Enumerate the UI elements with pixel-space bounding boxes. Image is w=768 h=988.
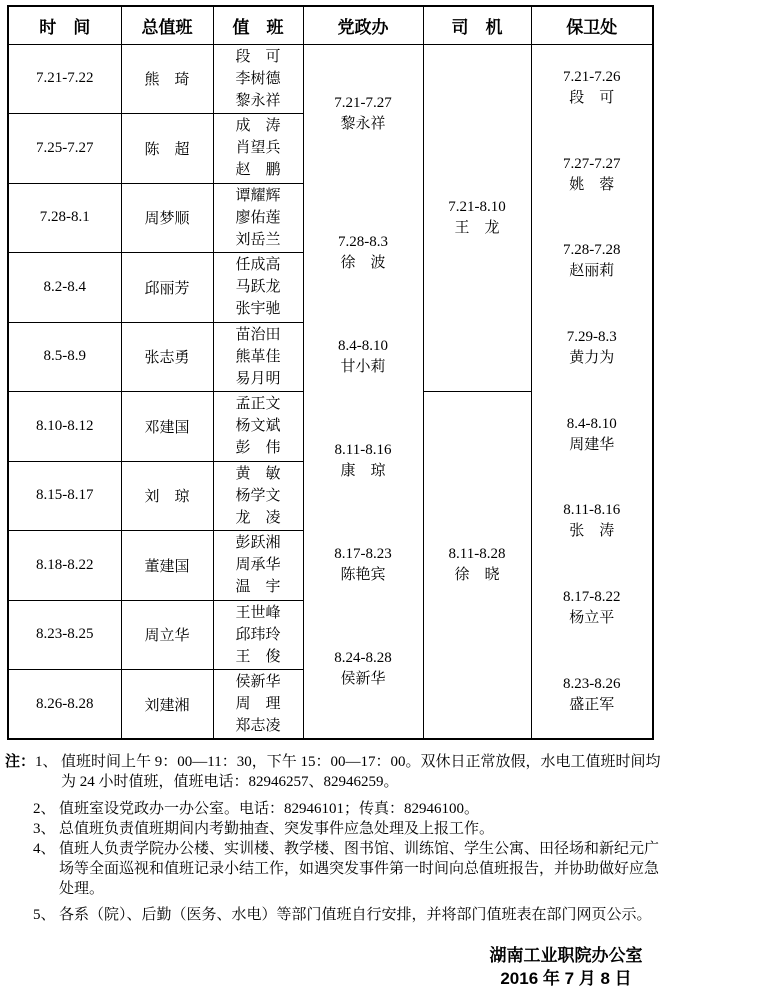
duty-cell <box>213 253 303 323</box>
note-text: 各系（院）、后勤（医务、水电）等部门值班自行安排，并将部门值班表在部门网页公示。 <box>59 907 652 923</box>
duty-cell <box>213 183 303 253</box>
entry-name: 黎永祥 <box>340 115 386 132</box>
header-row <box>8 6 653 44</box>
time-cell: 8.26-8.28 <box>8 670 121 740</box>
entry-date: 7.29-8.3 <box>566 328 617 345</box>
entry-name: 王 龙 <box>454 219 500 236</box>
duty-person-name: 任成高 <box>235 257 281 274</box>
chief-cell: 刘 琼 <box>121 461 213 531</box>
duty-person-name: 黄 敏 <box>235 465 281 482</box>
note-number: 1、 <box>35 754 58 770</box>
chief-cell: 张志勇 <box>121 322 213 392</box>
entry-name: 侯新华 <box>340 670 386 687</box>
duty-person-name: 黎永祥 <box>235 92 281 109</box>
time-cell: 7.28-8.1 <box>8 183 121 253</box>
duty-cell <box>213 392 303 462</box>
column-header-driver: 司 机 <box>423 6 531 44</box>
entry-date: 7.27-7.27 <box>563 155 621 172</box>
column-header-security-office: 保卫处 <box>531 6 653 44</box>
signature-block <box>466 944 666 988</box>
entry-name: 盛正军 <box>569 696 615 713</box>
duty-cell <box>213 600 303 670</box>
chief-cell: 邓建国 <box>121 392 213 462</box>
time-cell: 8.5-8.9 <box>8 322 121 392</box>
party-office-cell-entry <box>304 599 423 738</box>
notes-section <box>5 752 761 925</box>
note-item <box>5 819 761 839</box>
chief-cell: 周梦顺 <box>121 183 213 253</box>
entry-date: 7.21-8.10 <box>448 198 506 215</box>
entry-name: 甘小莉 <box>340 358 386 375</box>
duty-person-name: 肖望兵 <box>235 140 281 157</box>
note-number: 2、 <box>33 801 56 817</box>
note-item <box>5 839 761 899</box>
security-cell-entry <box>532 218 653 305</box>
entry-date: 8.4-8.10 <box>566 415 617 432</box>
chief-cell: 熊 琦 <box>121 44 213 114</box>
note-number: 5、 <box>33 907 56 923</box>
note-text: 值班人负责学院办公楼、实训楼、教学楼、图书馆、训练馆、学生公寓、田径场和新纪元广场等全面巡视和值班记录小结工作，如遇突发事件第一时间向总值班报告，并协助做好应急处理。 <box>59 841 660 897</box>
duty-person-name: 成 涛 <box>235 118 281 135</box>
column-header-party-office: 党政办 <box>303 6 423 44</box>
duty-person-name: 杨学文 <box>235 487 281 504</box>
entry-date: 8.11-8.16 <box>334 441 392 458</box>
entry-name: 陈艳宾 <box>340 566 386 583</box>
duty-person-name: 苗治田 <box>235 326 281 343</box>
entry-name: 赵丽莉 <box>569 263 615 280</box>
time-cell: 8.2-8.4 <box>8 253 121 323</box>
note-text: 值班室设党政办一办公室。电话：82946101；传真：82946100。 <box>59 801 480 817</box>
party-office-cell-entry <box>304 530 423 599</box>
security-cell-entry <box>532 45 653 132</box>
duty-person-name: 龙 凌 <box>235 509 281 526</box>
duty-cell <box>213 322 303 392</box>
note-item <box>5 905 761 925</box>
entry-name: 黄力为 <box>569 349 615 366</box>
duty-cell <box>213 670 303 740</box>
duty-person-name: 赵 鹏 <box>235 162 281 179</box>
duty-person-name: 王世峰 <box>235 604 281 621</box>
duty-person-name: 李树德 <box>235 70 281 87</box>
entry-name: 康 琼 <box>340 462 386 479</box>
party-office-cell-entry <box>304 45 423 184</box>
duty-cell <box>213 114 303 184</box>
entry-date: 8.17-8.22 <box>563 588 621 605</box>
party-office-cell <box>303 44 423 739</box>
duty-person-name: 王 俊 <box>235 648 281 665</box>
entry-name: 张 涛 <box>569 523 615 540</box>
security-cell <box>531 44 653 739</box>
duty-person-name: 马跃龙 <box>235 279 281 296</box>
column-header-time: 时 间 <box>8 6 121 44</box>
duty-person-name: 孟正文 <box>235 396 281 413</box>
entry-date: 7.28-8.3 <box>338 233 388 250</box>
time-cell: 7.21-7.22 <box>8 44 121 114</box>
security-cell-entry <box>532 391 653 478</box>
duty-cell <box>213 461 303 531</box>
duty-person-name: 彭跃湘 <box>235 535 281 552</box>
entry-date: 8.4-8.10 <box>338 337 388 354</box>
entry-date: 8.11-8.16 <box>563 502 621 519</box>
duty-person-name: 廖佑莲 <box>235 209 281 226</box>
note-text: 总值班负责值班期间内考勤抽查、突发事件应急处理及上报工作。 <box>59 821 495 837</box>
note-number: 3、 <box>33 821 56 837</box>
entry-name: 周建华 <box>569 436 615 453</box>
entry-date: 8.11-8.28 <box>448 546 506 562</box>
signature-date: 2016 年 7 月 8 日 <box>500 969 632 988</box>
duty-person-name: 周 理 <box>235 696 281 712</box>
driver-cell <box>423 44 531 392</box>
party-office-cell-entry <box>304 322 423 391</box>
note-item <box>5 752 761 792</box>
duty-cell <box>213 531 303 601</box>
duty-person-name: 段 可 <box>235 48 281 65</box>
time-cell: 8.23-8.25 <box>8 600 121 670</box>
duty-person-name: 邱玮玲 <box>235 626 281 643</box>
entry-name: 杨立平 <box>569 609 615 626</box>
duty-person-name: 郑志凌 <box>235 718 281 734</box>
entry-date: 8.17-8.23 <box>334 545 392 562</box>
notes-prefix: 注： <box>5 753 36 770</box>
party-office-cell-entry <box>304 391 423 530</box>
entry-name: 徐 晓 <box>454 567 500 583</box>
note-item <box>5 799 761 819</box>
note-number: 4、 <box>33 841 56 857</box>
duty-person-name: 周承华 <box>235 557 281 574</box>
security-cell-entry <box>532 565 653 652</box>
party-office-cell-entry <box>304 183 423 322</box>
chief-cell: 刘建湘 <box>121 670 213 740</box>
security-cell-entry <box>532 131 653 218</box>
duty-person-name: 易月明 <box>235 370 281 387</box>
time-cell: 8.15-8.17 <box>8 461 121 531</box>
duty-person-name: 彭 伟 <box>235 440 281 457</box>
duty-person-name: 杨文斌 <box>235 418 281 435</box>
duty-person-name: 侯新华 <box>235 674 281 690</box>
column-header-chief-duty: 总值班 <box>121 6 213 44</box>
signature-org: 湖南工业职院办公室 <box>489 946 643 965</box>
entry-date: 7.21-7.26 <box>563 68 621 85</box>
duty-schedule-table <box>7 5 654 740</box>
chief-cell: 邱丽芳 <box>121 253 213 323</box>
entry-date: 8.23-8.26 <box>563 675 621 692</box>
security-cell-entry <box>532 478 653 565</box>
chief-cell: 董建国 <box>121 531 213 601</box>
chief-cell: 陈 超 <box>121 114 213 184</box>
time-cell: 8.18-8.22 <box>8 531 121 601</box>
driver-entry <box>448 197 506 239</box>
duty-person-name: 刘岳兰 <box>235 231 281 248</box>
entry-date: 7.21-7.27 <box>334 94 392 111</box>
entry-name: 徐 波 <box>340 254 386 271</box>
time-cell: 7.25-7.27 <box>8 114 121 184</box>
time-cell: 8.10-8.12 <box>8 392 121 462</box>
chief-cell: 周立华 <box>121 600 213 670</box>
column-header-duty: 值 班 <box>213 6 303 44</box>
duty-person-name: 温 宇 <box>235 579 281 596</box>
entry-name: 段 可 <box>569 89 615 106</box>
duty-cell <box>213 44 303 114</box>
entry-date: 7.28-7.28 <box>563 242 621 259</box>
table-row <box>8 44 653 114</box>
note-text: 值班时间上午 9：00—11：30，下午 15：00—17：00。双休日正常放假，水电工值班时间均为 24 小时值班，值班电话：82946257、82946259。 <box>61 754 661 790</box>
duty-person-name: 熊革佳 <box>235 348 281 365</box>
entry-date: 8.24-8.28 <box>334 649 392 666</box>
entry-name: 姚 蓉 <box>569 176 615 193</box>
security-cell-entry <box>532 651 653 738</box>
duty-person-name: 张宇驰 <box>235 301 281 318</box>
driver-entry <box>449 544 506 586</box>
duty-person-name: 谭耀辉 <box>235 187 281 204</box>
security-cell-entry <box>532 305 653 392</box>
driver-cell <box>423 392 531 740</box>
